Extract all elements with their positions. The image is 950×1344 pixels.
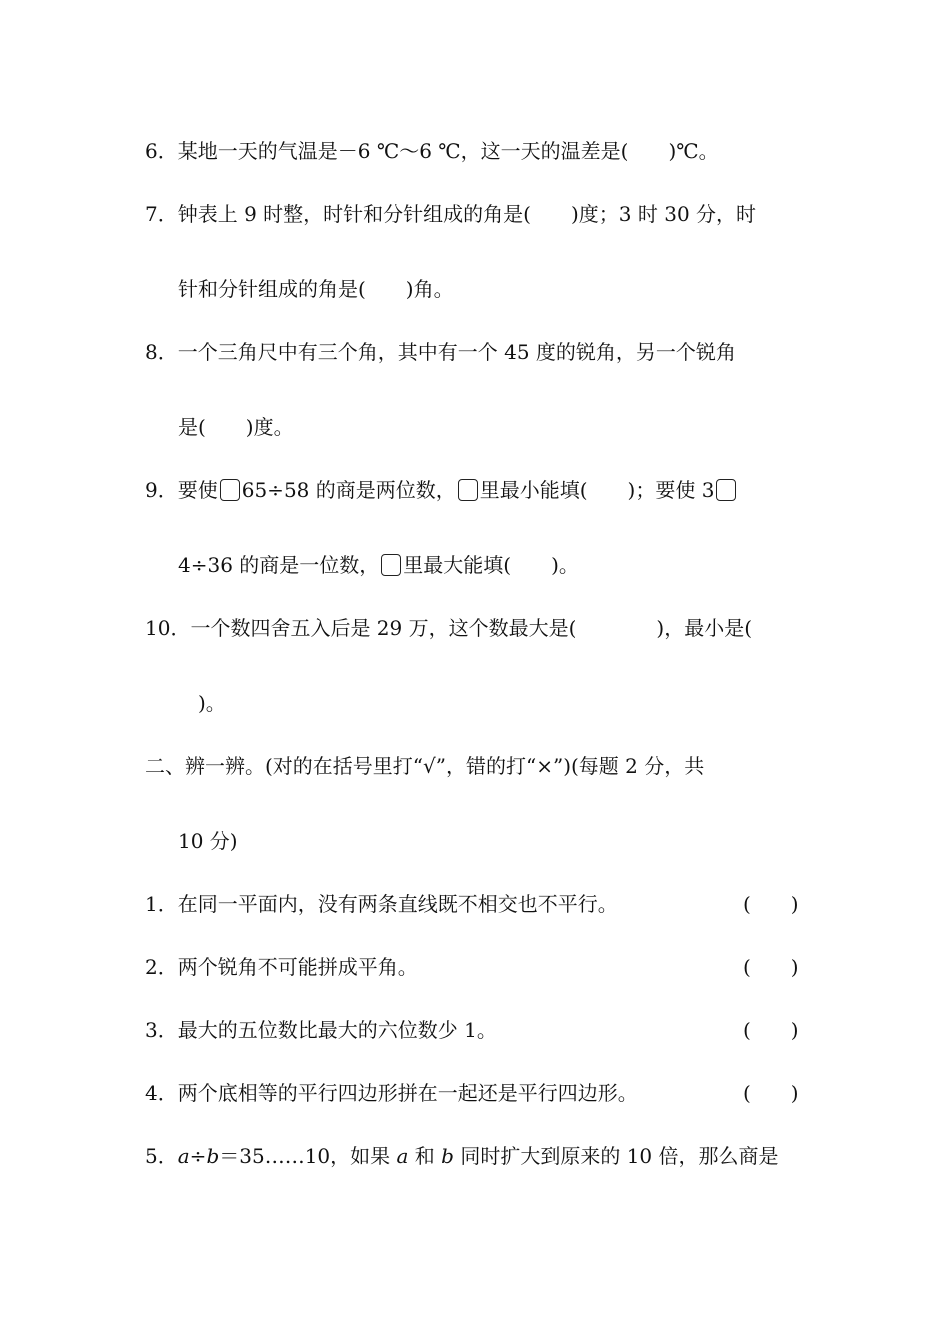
question-number: 4． — [145, 1081, 178, 1105]
judge-item-4 — [145, 1081, 825, 1105]
answer-parentheses: ( ) — [743, 1018, 799, 1042]
question-text: 在同一平面内，没有两条直线既不相交也不平行。 — [177, 892, 618, 916]
answer-parentheses: ( ) — [743, 892, 799, 916]
question-number: 7． — [145, 202, 178, 226]
question-text: 一个三角尺中有三个角，其中有一个 45 度的锐角，另一个锐角 — [177, 340, 736, 364]
variable-b: b — [206, 1144, 220, 1168]
division-sign: ÷ — [189, 1144, 207, 1168]
blank-box-icon — [458, 479, 478, 501]
question-text: 两个锐角不可能拼成平角。 — [177, 955, 418, 979]
question-text: 最大的五位数比最大的六位数少 1。 — [177, 1018, 497, 1042]
question-7-line-2 — [178, 277, 454, 301]
question-number: 5． — [145, 1144, 178, 1168]
question-number: 9． — [145, 478, 178, 502]
blank-box-icon — [716, 479, 736, 501]
section-heading-cont — [178, 829, 238, 853]
judge-item-3 — [145, 1018, 825, 1042]
judge-item-2 — [145, 955, 825, 979]
question-text: 里最小能填( )；要使 3 — [479, 478, 715, 502]
question-number: 8． — [145, 340, 178, 364]
question-10-line-1 — [145, 616, 752, 640]
question-text: 钟表上 9 时整，时针和分针组成的角是( )度；3 时 30 分，时 — [177, 202, 757, 226]
question-number: 2． — [145, 955, 178, 979]
question-text: 一个数四舍五入后是 29 万，这个数最大是( )，最小是( — [190, 616, 753, 640]
question-8-line-2 — [178, 415, 294, 439]
question-9-line-1 — [145, 478, 738, 502]
question-text: 是( )度。 — [178, 415, 294, 439]
question-text: 要使 — [177, 478, 218, 502]
question-text: 65÷58 的商是两位数， — [241, 478, 456, 502]
question-7-line-1 — [145, 202, 756, 226]
variable-a: a — [396, 1144, 409, 1168]
question-8-line-1 — [145, 340, 736, 364]
section-heading — [145, 754, 704, 778]
section-heading-text: 10 分) — [178, 829, 238, 853]
variable-a: a — [177, 1144, 190, 1168]
question-text: 针和分针组成的角是( )角。 — [178, 277, 454, 301]
judge-item-5 — [145, 1144, 779, 1168]
answer-parentheses: ( ) — [743, 955, 799, 979]
question-9-line-2 — [178, 553, 579, 577]
blank-box-icon — [381, 554, 401, 576]
question-number: 3． — [145, 1018, 178, 1042]
question-number: 1． — [145, 892, 178, 916]
question-number: 6． — [145, 139, 178, 163]
judge-item-1 — [145, 892, 825, 916]
blank-box-icon — [220, 479, 240, 501]
variable-b: b — [441, 1144, 454, 1168]
question-text: 某地一天的气温是－6 ℃～6 ℃，这一天的温差是( )℃。 — [177, 139, 719, 163]
question-text: 两个底相等的平行四边形拼在一起还是平行四边形。 — [177, 1081, 638, 1105]
question-text: 同时扩大到原来的 10 倍，那么商是 — [453, 1144, 779, 1168]
question-text: ＝35……10，如果 — [219, 1144, 397, 1168]
question-text: 4÷36 的商是一位数， — [178, 553, 380, 577]
answer-parentheses: ( ) — [743, 1081, 799, 1105]
question-number: 10． — [145, 616, 191, 640]
question-10-line-2 — [178, 691, 226, 715]
question-text: )。 — [178, 691, 226, 715]
question-text: 里最大能填( )。 — [403, 553, 579, 577]
question-6 — [145, 139, 719, 163]
section-heading-text: 二、辨一辨。(对的在括号里打“√”，错的打“×”)(每题 2 分，共 — [145, 754, 705, 778]
question-text: 和 — [408, 1144, 442, 1168]
